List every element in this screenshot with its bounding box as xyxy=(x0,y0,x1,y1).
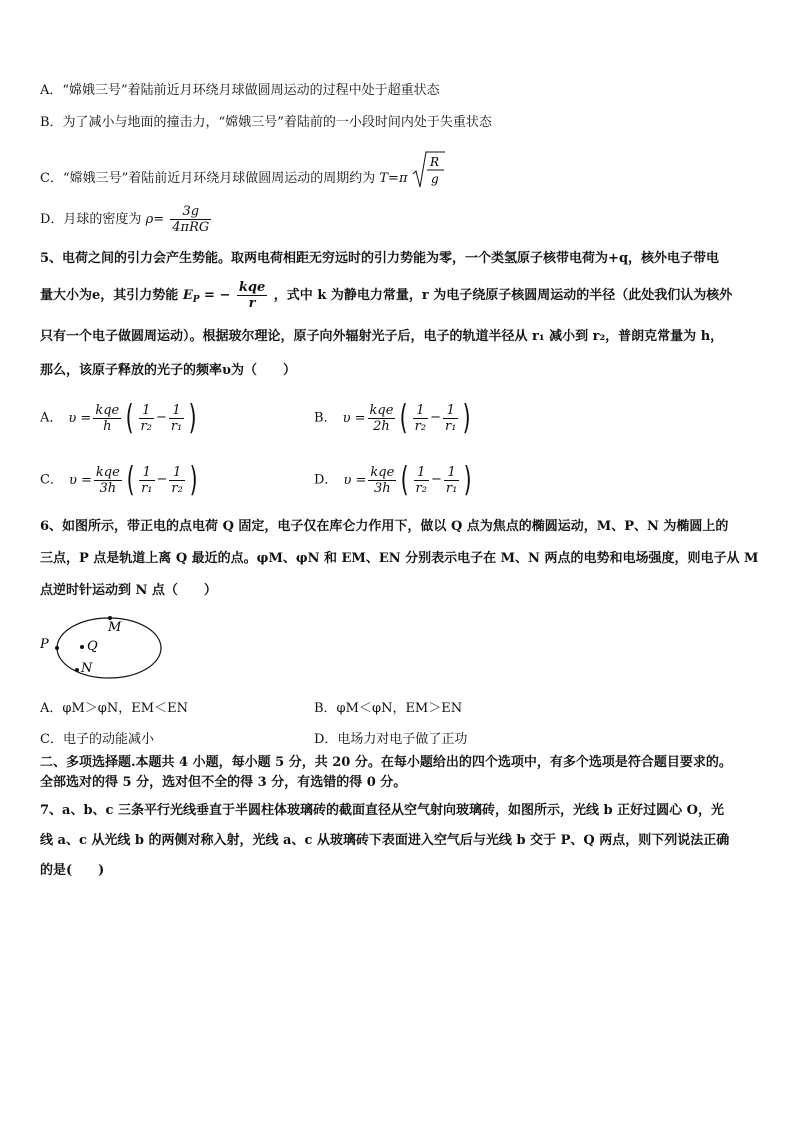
q7-line-1: 7、a、b、c 三条平行光线垂直于半圆柱体玻璃砖的截面直径从空气射向玻璃砖，如图所示，光线 b 正好过圆心 O，光 xyxy=(40,803,724,818)
fraction: $\frac{1}{\text{r₁}}$ xyxy=(445,464,458,496)
frac-num: 3g xyxy=(170,204,211,220)
upsilon-symbol: υ = xyxy=(68,472,92,488)
ep-fraction xyxy=(237,280,267,311)
section2-line-2: 全部选对的得 5 分，选对但不全的得 3 分，有选错的得 0 分。 xyxy=(40,775,407,790)
q6-line-3: 点逆时针运动到 N 点（ ） xyxy=(40,583,217,598)
q6-option-a: A．φM＞φN，EM＜EN xyxy=(40,701,188,716)
q6-line-1: 6、如图所示，带正电的点电荷 Q 固定，电子仅在库仑力作用下，做以 Q 点为焦点的椭圆运动，M、P、N 为椭圆上的 xyxy=(40,519,729,534)
q6-option-d: D．电场力对电子做了正功 xyxy=(314,732,468,747)
q6-line-2: 三点，P 点是轨道上离 Q 最近的点。φM、φN 和 EM、EN 分别表示电子在 M、N 两点的电势和电场强度，则电子从 M xyxy=(40,551,759,566)
q6-option-c: C．电子的动能减小 xyxy=(40,732,154,747)
q5-line-2b: ，式中 k 为静电力常量，r 为电子绕原子核圆周运动的半径（此处我们认为核外 xyxy=(273,288,733,303)
fraction: $\frac{1}{\text{r₂}}$ xyxy=(415,464,427,496)
fraction: $\frac{1}{\text{r₂}}$ xyxy=(414,402,427,434)
q7-line-2: 线 a、c 从光线 b 的两侧对称入射，光线 a、c 从玻璃砖下表面进入空气后与光线 b 交于 P、Q 两点，则下列说法正确 xyxy=(40,833,730,848)
label-p: P xyxy=(40,637,49,652)
q4-option-c-text: C．“嫦娥三号”着陆前近月环绕月球做圆周运动的周期约为 xyxy=(40,171,376,186)
q5-option-d: D． υ = $\frac{\text{kqe}}{3h}$ ( $\frac{1}{\text{r₂}}$ − $\frac{1}{\text{r₁}}$ ) xyxy=(314,460,472,500)
fraction: $\frac{1}{\text{r₂}}$ xyxy=(171,464,183,496)
density-fraction xyxy=(170,204,211,235)
q5-line-3: 只有一个电子做圆周运动）。根据玻尔理论，原子向外辐射光子后，电子的轨道半径从 r₁ 减小到 r₂，普朗克常量为 h， xyxy=(40,329,724,344)
q5-line-2a: 量大小为e，其引力势能 xyxy=(40,288,179,303)
fraction: $\frac{1}{\text{r₁}}$ xyxy=(141,464,153,496)
point-n xyxy=(75,668,79,672)
ep-symbol: $E_P$ xyxy=(182,288,200,305)
label-q: Q xyxy=(87,639,98,654)
option-label: C． xyxy=(40,472,63,488)
option-label: A． xyxy=(40,410,63,426)
fraction: $\frac{1}{\text{r₁}}$ xyxy=(170,402,183,434)
sqrt-symbol xyxy=(412,150,446,207)
option-label: D． xyxy=(314,472,338,488)
frac-den: 4πRG xyxy=(172,220,210,235)
q5-option-a: A． υ = $\frac{\text{kqe}}{h}$ ( $\frac{1}{\text{r₂}}$ − $\frac{1}{\text{r₁}}$ ) xyxy=(40,398,197,438)
point-p xyxy=(55,646,59,650)
label-n: N xyxy=(81,661,93,676)
q4-option-d-text: D．月球的密度为 xyxy=(40,212,142,227)
q5-option-c: C． υ = $\frac{\text{kqe}}{3h}$ ( $\frac{1}{\text{r₁}}$ − $\frac{1}{\text{r₂}}$ ) xyxy=(40,460,198,500)
upsilon-symbol: υ = xyxy=(342,410,366,426)
upsilon-symbol: υ = xyxy=(68,410,92,426)
fraction: $\frac{\text{kqe}}{h}$ xyxy=(95,402,120,434)
fraction: $\frac{\text{kqe}}{3h}$ xyxy=(370,464,395,496)
q4-option-c xyxy=(40,150,446,207)
q5-line-2 xyxy=(40,276,732,320)
q4-option-c-period: T=π xyxy=(379,171,408,186)
ellipse-orbit-figure xyxy=(36,612,166,684)
fraction: $\frac{1}{\text{r₂}}$ xyxy=(140,402,152,434)
q5-option-b: B． υ = $\frac{\text{kqe}}{2h}$ ( $\frac{1}{\text{r₂}}$ − $\frac{1}{\text{r₁}}$ ) xyxy=(314,398,472,438)
label-m: M xyxy=(108,620,122,635)
fraction: $\frac{1}{\text{r₁}}$ xyxy=(445,402,457,434)
q4-option-b: B．为了减小与地面的撞击力，“嫦娥三号”着陆前的一小段时间内处于失重状态 xyxy=(40,115,492,130)
ep-den: r xyxy=(248,296,256,311)
sqrt-num: R xyxy=(429,155,439,169)
q4-option-d-rho: ρ= xyxy=(145,212,165,227)
sqrt-den: g xyxy=(430,172,439,186)
q5-line-4: 那么，该原子释放的光子的频率υ为（ ） xyxy=(40,363,297,378)
q4-option-d xyxy=(40,200,213,240)
q5-line-1: 5、电荷之间的引力会产生势能。取两电荷相距无穷远时的引力势能为零，一个类氢原子核带电荷为+q，核外电子带电 xyxy=(40,251,720,266)
ep-eq: = − xyxy=(204,288,231,303)
ep-num: kqe xyxy=(238,280,266,295)
q7-line-3: 的是( ) xyxy=(40,863,105,878)
upsilon-symbol: υ = xyxy=(343,472,367,488)
q4-option-a: A．“嫦娥三号”着陆前近月环绕月球做圆周运动的过程中处于超重状态 xyxy=(40,83,440,98)
fraction: $\frac{\text{kqe}}{2h}$ xyxy=(369,402,394,434)
q6-option-b: B．φM＜φN，EM＞EN xyxy=(314,701,463,716)
option-label: B． xyxy=(314,410,337,426)
fraction: $\frac{\text{kqe}}{3h}$ xyxy=(95,464,120,496)
point-q xyxy=(80,645,84,649)
section2-line-1: 二、多项选择题.本题共 4 小题，每小题 5 分，共 20 分。在每小题给出的四个选项中，有多个选项是符合题目要求的。 xyxy=(40,755,732,770)
